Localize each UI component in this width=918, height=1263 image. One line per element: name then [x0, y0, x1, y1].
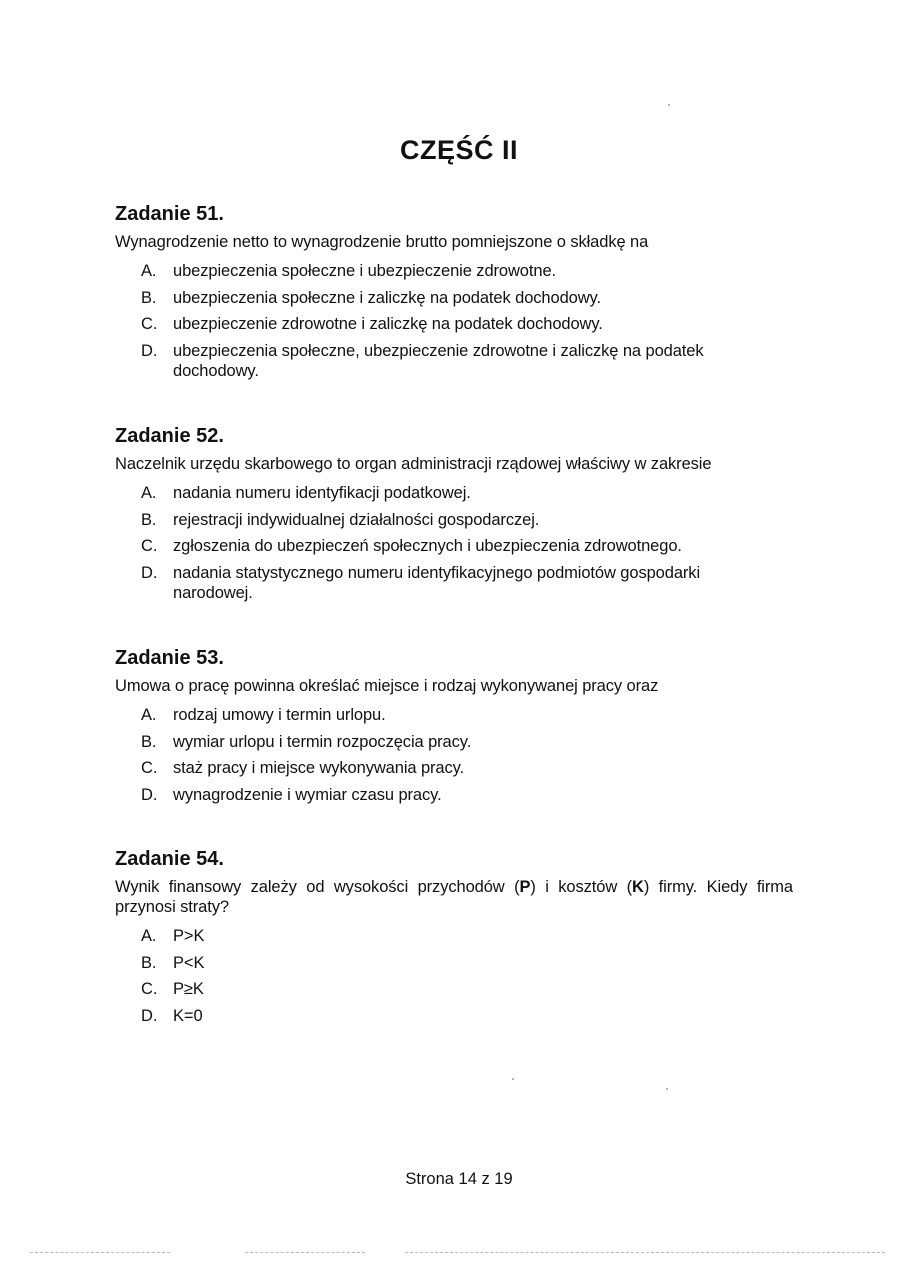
task-question: Naczelnik urzędu skarbowego to organ administracji rządowej właściwy w zakresie [115, 455, 712, 473]
option-letter: C. [141, 980, 158, 999]
option-text: rodzaj umowy i termin urlopu. [173, 706, 386, 724]
page-footer: Strona 14 z 19 [405, 1170, 513, 1188]
scan-edge-line [30, 1252, 170, 1253]
task-question: Wynagrodzenie netto to wynagrodzenie brutto pomniejszone o składkę na [115, 233, 649, 251]
option-letter: A. [141, 262, 157, 280]
task-53 [115, 645, 795, 811]
question-text-part: ) i kosztów ( [530, 878, 632, 896]
answer-option-c[interactable] [115, 536, 795, 556]
option-text: wymiar urlopu i termin rozpoczęcia pracy. [173, 732, 472, 751]
task-question: Umowa o pracę powinna określać miejsce i rodzaj wykonywanej pracy oraz [115, 677, 659, 695]
question-symbol-k: K [631, 878, 644, 896]
answer-option-a[interactable] [115, 483, 795, 503]
option-letter: B. [141, 732, 157, 751]
answer-option-b[interactable] [115, 732, 795, 752]
answer-option-a[interactable] [115, 705, 795, 725]
option-letter: B. [141, 288, 157, 307]
answer-option-d[interactable] [115, 341, 795, 381]
option-letter: D. [141, 563, 158, 582]
answer-options [115, 705, 795, 805]
answer-option-d[interactable] [115, 1006, 795, 1026]
answer-option-b[interactable] [115, 288, 795, 308]
scan-speck [666, 1088, 668, 1090]
answer-option-c[interactable] [115, 979, 795, 999]
scan-speck [668, 104, 670, 106]
answer-options [115, 483, 795, 603]
scan-edge-line [405, 1252, 885, 1253]
page-title: CZĘŚĆ II [399, 135, 518, 165]
option-letter: B. [141, 510, 157, 529]
scan-edge-line [245, 1252, 365, 1253]
option-text: P≥K [173, 980, 204, 999]
task-heading: Zadanie 52. [115, 425, 224, 447]
task-heading: Zadanie 53. [115, 647, 224, 669]
option-letter: A. [141, 927, 157, 945]
option-letter: C. [141, 315, 158, 334]
answer-options [115, 261, 795, 381]
task-heading: Zadanie 54. [115, 848, 224, 870]
task-54 [115, 846, 795, 1032]
answer-option-d[interactable] [115, 785, 795, 805]
option-text: ubezpieczenie zdrowotne i zaliczkę na podatek dochodowy. [173, 315, 603, 334]
option-text: nadania numeru identyfikacji podatkowej. [173, 484, 471, 502]
answer-option-d[interactable] [115, 563, 795, 603]
option-text: ubezpieczenia społeczne i zaliczkę na podatek dochodowy. [173, 288, 601, 307]
question-text-part: Wynik finansowy zależy od wysokości przychodów ( [115, 878, 520, 896]
option-text: wynagrodzenie i wymiar czasu pracy. [173, 785, 442, 804]
option-text: rejestracji indywidualnej działalności gospodarczej. [173, 510, 540, 529]
scan-speck [512, 1078, 514, 1080]
option-letter: D. [141, 785, 158, 804]
question-text-part: ) firmy. Kiedy firma przynosi straty? [115, 878, 793, 916]
option-letter: C. [141, 537, 158, 556]
option-text: ubezpieczenia społeczne, ubezpieczenie zdrowotne i zaliczkę na podatek dochodowy. [173, 341, 704, 380]
option-letter: A. [141, 484, 157, 502]
answer-option-b[interactable] [115, 953, 795, 973]
task-51 [115, 201, 795, 387]
option-text: zgłoszenia do ubezpieczeń społecznych i ubezpieczenia zdrowotnego. [173, 537, 682, 556]
option-letter: D. [141, 1006, 158, 1025]
option-text: P>K [173, 927, 205, 945]
answer-option-b[interactable] [115, 510, 795, 530]
answer-option-c[interactable] [115, 314, 795, 334]
answer-options [115, 926, 795, 1026]
task-52 [115, 423, 795, 609]
option-text: K=0 [173, 1006, 203, 1025]
option-letter: A. [141, 706, 157, 724]
task-question [115, 877, 793, 917]
option-letter: C. [141, 759, 158, 778]
option-letter: B. [141, 953, 157, 972]
question-symbol-p: P [519, 878, 531, 896]
option-text: ubezpieczenia społeczne i ubezpieczenie zdrowotne. [173, 262, 557, 280]
option-text: P<K [173, 953, 205, 972]
answer-option-a[interactable] [115, 261, 795, 281]
option-text: staż pracy i miejsce wykonywania pracy. [173, 759, 465, 778]
answer-option-c[interactable] [115, 758, 795, 778]
task-heading: Zadanie 51. [115, 203, 224, 225]
option-text: nadania statystycznego numeru identyfikacyjnego podmiotów gospodarki narodowej. [173, 563, 701, 602]
option-letter: D. [141, 341, 158, 360]
answer-option-a[interactable] [115, 926, 795, 946]
